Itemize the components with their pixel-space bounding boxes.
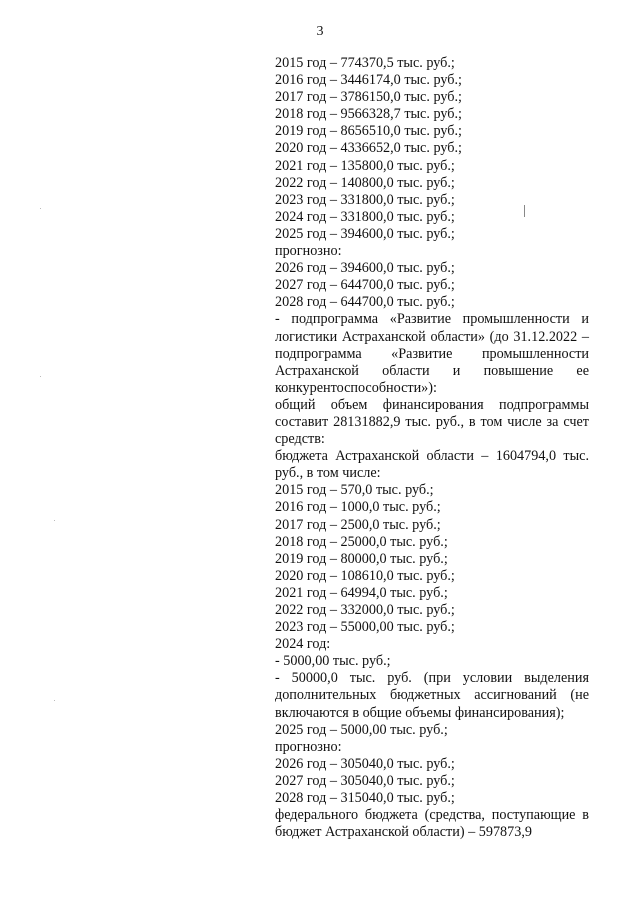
text-line: 2018 год – 25000,0 тыс. руб.; <box>275 533 448 550</box>
text-line: 2022 год – 332000,0 тыс. руб.; <box>275 602 455 618</box>
text-line: 2019 год – 8656510,0 тыс. руб.; <box>275 123 462 140</box>
text-line: 2023 год – 55000,00 тыс. руб.; <box>275 619 455 636</box>
subprogram-paragraph: - подпрограмма «Развитие промышленности и логистики Астраханской области» (до 31.12.2022 – подпрограмма «Развитие промышленности Астраханской области и повышение ее конкурентоспособности»): <box>275 311 589 396</box>
margin-dot <box>40 208 41 209</box>
text-column <box>275 55 589 841</box>
text-line: 2015 год – 570,0 тыс. руб.; <box>275 482 434 499</box>
text-line: 2027 год – 305040,0 тыс. руб.; <box>275 772 455 789</box>
text-line: 2015 год – 774370,5 тыс. руб.; <box>275 55 455 71</box>
text-line: прогнозно: <box>275 738 342 755</box>
additional-allocation-paragraph: - 50000,0 тыс. руб. (при условии выделения дополнительных бюджетных ассигнований (не включаются в общие объемы финансирования); <box>275 670 589 721</box>
federal-budget-paragraph: федерального бюджета (средства, поступающие в бюджет Астраханской области) – 597873,9 <box>275 807 589 841</box>
margin-dot <box>40 376 41 377</box>
text-line: 2024 год – 331800,0 тыс. руб.; <box>275 208 455 225</box>
margin-dot <box>54 520 55 521</box>
text-line: 2028 год – 315040,0 тыс. руб.; <box>275 790 455 807</box>
text-line: 2017 год – 3786150,0 тыс. руб.; <box>275 89 462 106</box>
text-line: 2025 год – 394600,0 тыс. руб.; <box>275 225 455 242</box>
text-line: 2021 год – 135800,0 тыс. руб.; <box>275 157 455 174</box>
regional-funding-years-list <box>275 482 589 670</box>
text-line: 2026 год – 305040,0 тыс. руб.; <box>275 755 455 772</box>
text-line: 2016 год – 3446174,0 тыс. руб.; <box>275 72 462 89</box>
forecast-years-list <box>275 722 589 807</box>
regional-budget-paragraph: бюджета Астраханской области – 1604794,0 тыс. руб., в том числе: <box>275 448 589 482</box>
funding-years-list <box>275 55 589 311</box>
text-line: 2017 год – 2500,0 тыс. руб.; <box>275 516 441 533</box>
text-line: прогнозно: <box>275 243 342 260</box>
text-line: 2027 год – 644700,0 тыс. руб.; <box>275 277 455 294</box>
total-funding-paragraph: общий объем финансирования подпрограммы составит 28131882,9 тыс. руб., в том числе за счет средств: <box>275 396 589 448</box>
margin-dot <box>54 700 55 701</box>
text-line: 2026 год – 394600,0 тыс. руб.; <box>275 260 455 277</box>
text-line: 2024 год: <box>275 636 331 653</box>
text-line: 2021 год – 64994,0 тыс. руб.; <box>275 584 448 601</box>
text-line: 2016 год – 1000,0 тыс. руб.; <box>275 499 441 516</box>
text-line: 2020 год – 4336652,0 тыс. руб.; <box>275 140 462 157</box>
page-number: 3 <box>316 24 324 39</box>
text-line: - 5000,00 тыс. руб.; <box>275 653 391 670</box>
text-line: 2025 год – 5000,00 тыс. руб.; <box>275 721 448 738</box>
text-line: 2023 год – 331800,0 тыс. руб.; <box>275 191 455 208</box>
text-line: 2020 год – 108610,0 тыс. руб.; <box>275 567 455 584</box>
text-line: 2022 год – 140800,0 тыс. руб.; <box>275 174 455 191</box>
text-line: 2019 год – 80000,0 тыс. руб.; <box>275 550 448 567</box>
text-line: 2018 год – 9566328,7 тыс. руб.; <box>275 106 462 123</box>
text-line: 2028 год – 644700,0 тыс. руб.; <box>275 294 455 311</box>
